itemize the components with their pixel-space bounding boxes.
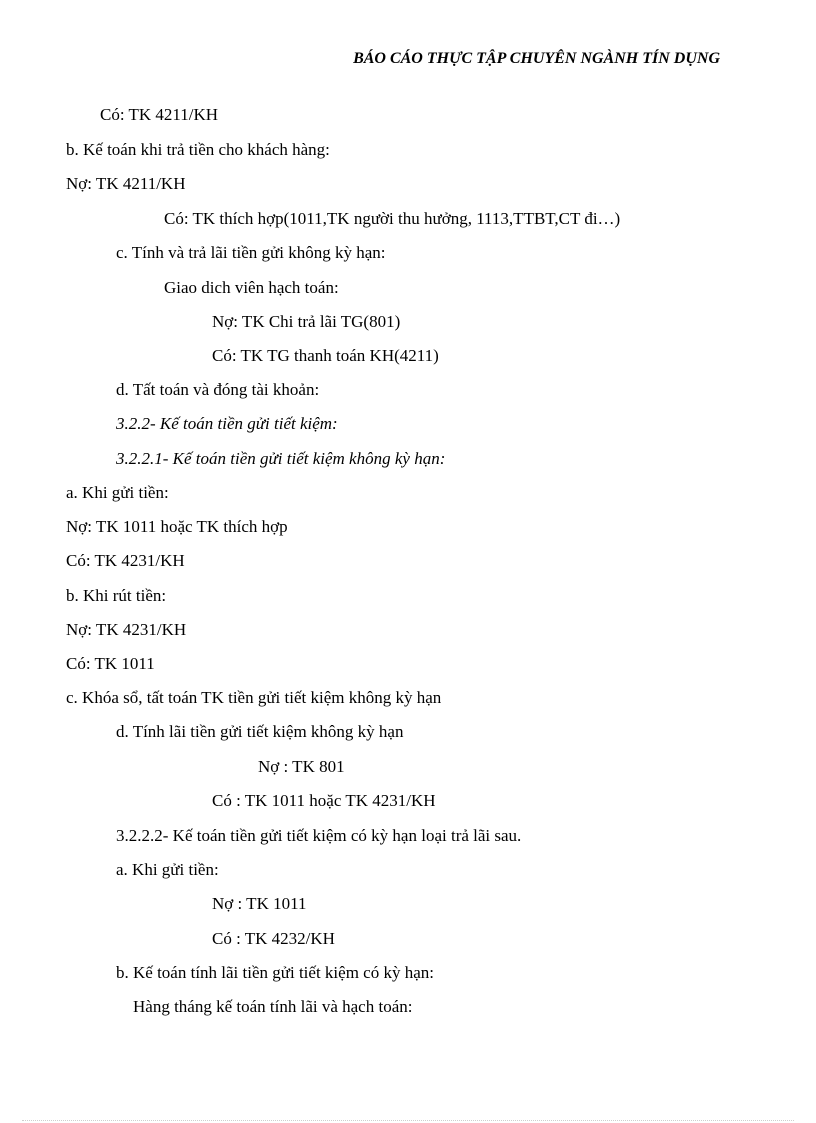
text-line: Có: TK thích hợp(1011,TK người thu hưởng, 1113,TTBT,CT đi…) bbox=[164, 209, 621, 228]
page-header-title: BÁO CÁO THỰC TẬP CHUYÊN NGÀNH TÍN DỤNG bbox=[353, 50, 720, 67]
text-line: Hàng tháng kế toán tính lãi và hạch toán: bbox=[133, 997, 413, 1016]
section-heading: 3.2.2- Kế toán tiền gửi tiết kiệm: bbox=[116, 414, 338, 433]
text-line: d. Tính lãi tiền gửi tiết kiệm không kỳ hạn bbox=[116, 722, 404, 741]
text-line: b. Kế toán khi trả tiền cho khách hàng: bbox=[66, 140, 330, 159]
text-line: d. Tất toán và đóng tài khoản: bbox=[116, 380, 320, 399]
text-line: Nợ: TK 1011 hoặc TK thích hợp bbox=[66, 517, 288, 536]
text-line: Nợ : TK 1011 bbox=[212, 894, 307, 913]
text-line: Có: TK TG thanh toán KH(4211) bbox=[212, 346, 439, 365]
text-line: b. Khi rút tiền: bbox=[66, 586, 167, 605]
text-line: c. Tính và trả lãi tiền gửi không kỳ hạn: bbox=[116, 243, 386, 262]
section-heading: 3.2.2.1- Kế toán tiền gửi tiết kiệm không kỳ hạn: bbox=[116, 449, 446, 468]
text-line: Có : TK 4232/KH bbox=[212, 929, 335, 948]
text-line: Nợ: TK 4231/KH bbox=[66, 620, 187, 639]
text-line: Nợ: TK 4211/KH bbox=[66, 174, 186, 193]
section-heading: 3.2.2.2- Kế toán tiền gửi tiết kiệm có kỳ hạn loại trả lãi sau. bbox=[116, 826, 522, 845]
text-line: b. Kế toán tính lãi tiền gửi tiết kiệm có kỳ hạn: bbox=[116, 963, 434, 982]
text-line: a. Khi gửi tiền: bbox=[116, 860, 219, 879]
text-line: a. Khi gửi tiền: bbox=[66, 483, 169, 502]
text-line: Nợ: TK Chi trả lãi TG(801) bbox=[212, 312, 401, 331]
page-bottom-divider bbox=[22, 1120, 794, 1121]
text-line: Có: TK 4231/KH bbox=[66, 551, 185, 570]
text-line: Nợ : TK 801 bbox=[258, 757, 345, 776]
text-line: Có : TK 1011 hoặc TK 4231/KH bbox=[212, 791, 436, 810]
text-line: Giao dich viên hạch toán: bbox=[164, 278, 339, 297]
text-line: Có: TK 1011 bbox=[66, 654, 155, 673]
text-line: Có: TK 4211/KH bbox=[100, 105, 219, 124]
text-line: c. Khóa sổ, tất toán TK tiền gửi tiết kiệm không kỳ hạn bbox=[66, 688, 442, 707]
